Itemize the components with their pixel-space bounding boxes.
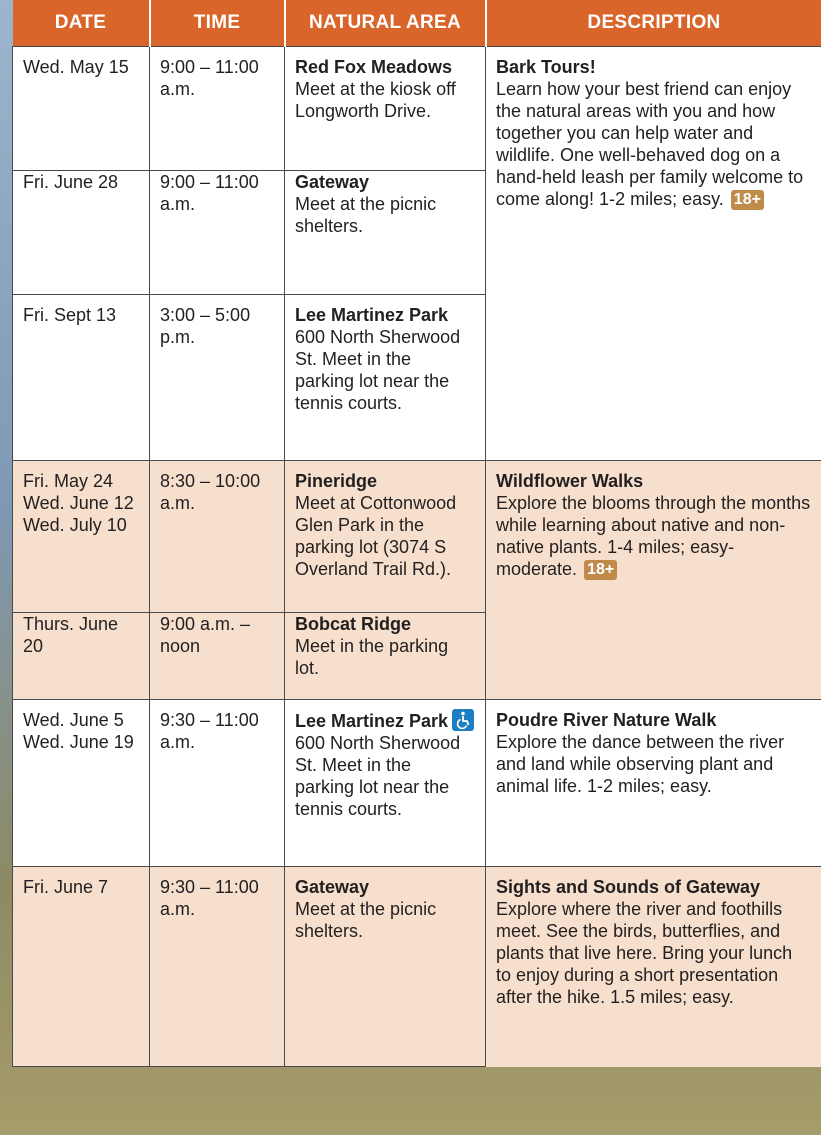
header-natural-area: NATURAL AREA <box>285 0 486 47</box>
events-table <box>12 0 821 1067</box>
table-row <box>13 461 821 613</box>
date-cell: Thurs. June 20 <box>13 613 150 700</box>
time-cell: 9:30 – 11:00 a.m. <box>150 700 285 867</box>
age-badge: 18+ <box>584 560 617 580</box>
description-body: Explore the dance between the river and land while observing plant and animal life. 1-2 miles; easy. <box>496 732 785 796</box>
area-cell <box>285 171 486 295</box>
header-time: TIME <box>150 0 285 47</box>
date-cell: Fri. June 28 <box>13 171 150 295</box>
area-details: Meet at the picnic shelters. <box>295 194 437 236</box>
time-cell: 9:00 – 11:00 a.m. <box>150 171 285 295</box>
description-cell <box>486 700 821 867</box>
table-row <box>13 47 821 171</box>
area-name: Gateway <box>295 172 370 192</box>
description-body: Explore where the river and foothills meet. See the birds, butterflies, and plants that live here. Bring your lunch to enjoy during a short presentation after the hike. 1.5 miles; easy. <box>496 899 793 1007</box>
area-name: Lee Martinez Park <box>295 305 449 325</box>
area-cell <box>285 613 486 700</box>
description-cell <box>486 47 821 461</box>
table-header-row <box>13 0 821 47</box>
header-date: DATE <box>13 0 150 47</box>
date-cell: Fri. June 7 <box>13 867 150 1067</box>
description-cell <box>486 867 821 1067</box>
description-title: Wildflower Walks <box>496 471 644 491</box>
area-name-wrap <box>295 709 475 732</box>
header-description: DESCRIPTION <box>486 0 821 47</box>
area-details: 600 North Sherwood St. Meet in the parking lot near the tennis courts. <box>295 327 461 413</box>
area-name: Bobcat Ridge <box>295 614 412 634</box>
description-title: Poudre River Nature Walk <box>496 710 717 730</box>
description-cell <box>486 461 821 700</box>
area-cell <box>285 867 486 1067</box>
time-cell: 3:00 – 5:00 p.m. <box>150 295 285 461</box>
description-title: Bark Tours! <box>496 57 596 77</box>
area-cell <box>285 700 486 867</box>
time-cell: 9:00 – 11:00 a.m. <box>150 47 285 171</box>
description-body: Explore the blooms through the months while learning about native and non-native plants. 1-4 miles; easy-moderate. <box>496 493 811 579</box>
date-cell: Fri. May 24 Wed. June 12 Wed. July 10 <box>13 461 150 613</box>
area-cell <box>285 295 486 461</box>
area-name: Gateway <box>295 877 370 897</box>
description-body: Learn how your best friend can enjoy the natural areas with you and how together you can help water and wildlife. One well-behaved dog on a hand-held leash per family welcome to come along! 1-2 miles; easy. <box>496 79 804 209</box>
area-details: Meet in the parking lot. <box>295 636 449 678</box>
date-cell: Wed. June 5 Wed. June 19 <box>13 700 150 867</box>
date-cell: Wed. May 15 <box>13 47 150 171</box>
table-row <box>13 867 821 1067</box>
time-cell: 9:00 a.m. – noon <box>150 613 285 700</box>
area-cell <box>285 47 486 171</box>
area-name: Pineridge <box>295 471 378 491</box>
time-cell: 8:30 – 10:00 a.m. <box>150 461 285 613</box>
area-name: Lee Martinez Park <box>295 711 449 731</box>
area-details: 600 North Sherwood St. Meet in the parking lot near the tennis courts. <box>295 733 461 819</box>
area-details: Meet at Cottonwood Glen Park in the parking lot (3074 S Overland Trail Rd.). <box>295 493 457 579</box>
age-badge: 18+ <box>731 190 764 210</box>
time-cell: 9:30 – 11:00 a.m. <box>150 867 285 1067</box>
area-details: Meet at the picnic shelters. <box>295 899 437 941</box>
description-title: Sights and Sounds of Gateway <box>496 877 761 897</box>
area-name: Red Fox Meadows <box>295 57 453 77</box>
area-cell <box>285 461 486 613</box>
area-details: Meet at the kiosk off Longworth Drive. <box>295 79 456 121</box>
table-row <box>13 700 821 867</box>
date-cell: Fri. Sept 13 <box>13 295 150 461</box>
wheelchair-icon <box>452 709 474 731</box>
